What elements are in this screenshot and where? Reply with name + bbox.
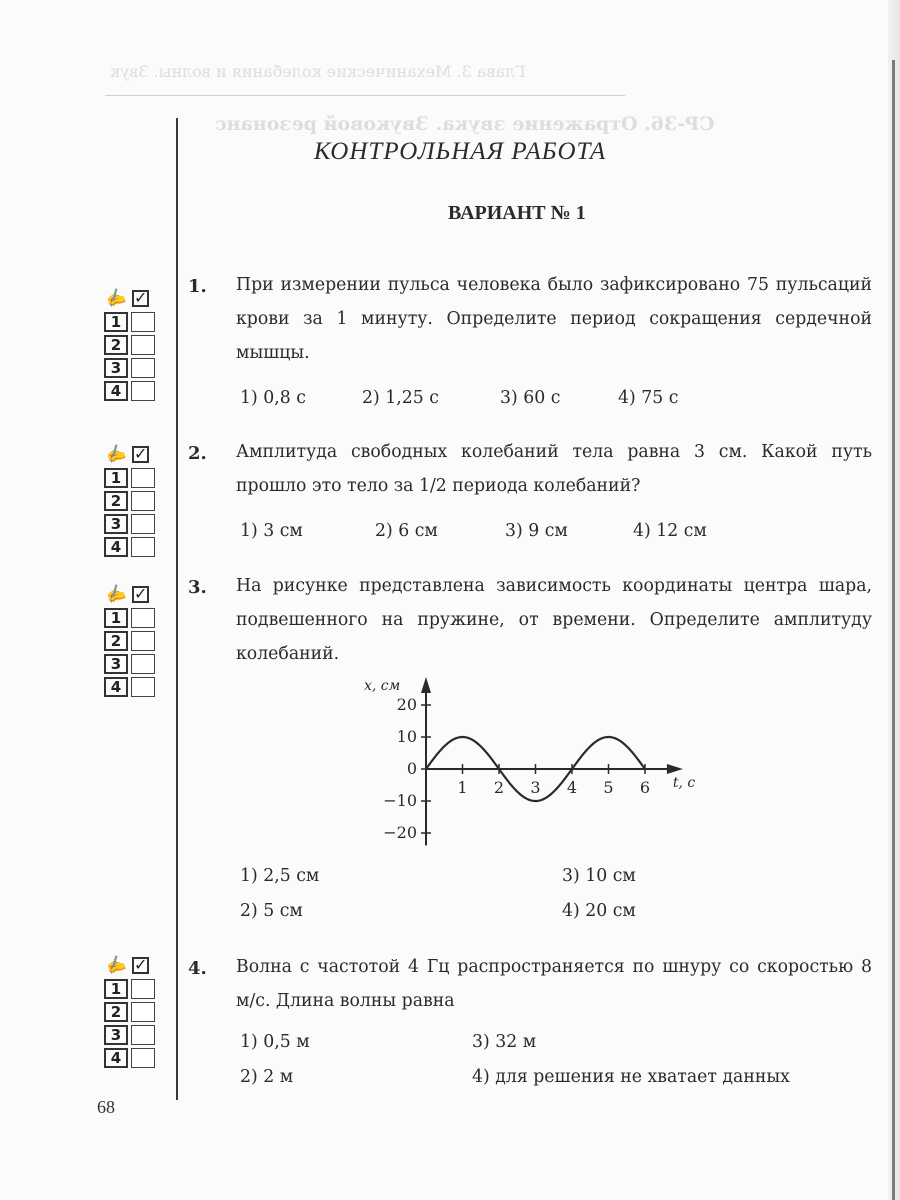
pencil-icon: ✍ [103,581,129,606]
question-number: 3. [188,577,207,598]
question-text: На рисунке представлена зависимость координаты центра шара, подвешенного на пружине, от времени. Определите амплитуду колебаний. [236,576,872,664]
answer-checkbox-2[interactable] [131,335,155,355]
page-edge [892,60,895,1200]
answer-checkbox-3[interactable] [131,358,155,378]
answer-option[interactable]: 1) 0,5 м [240,1032,310,1052]
variant-heading: ВАРИАНТ № 1 [448,202,586,224]
option-number: 1 [104,312,128,332]
answer-option[interactable]: 4) для решения не хватает данных [472,1067,790,1087]
answer-checkbox-1[interactable] [131,468,155,488]
answer-option[interactable]: 2) 6 см [375,521,438,541]
option-number: 2 [104,631,128,651]
answer-checkbox-4[interactable] [131,1048,155,1068]
y-tick-label: 20 [396,695,417,714]
option-number: 4 [104,677,128,697]
y-axis-arrow [421,677,431,693]
margin-divider [176,118,178,1100]
x-axis-label: t, с [672,775,696,791]
pencil-icon: ✍ [103,285,129,310]
answer-option[interactable]: 4) 20 см [562,901,636,921]
y-tick-label: −20 [383,823,417,842]
page-number: 68 [97,1097,115,1117]
answer-block-q1 [104,287,160,404]
answer-checkbox-4[interactable] [131,537,155,557]
answer-checkbox-1[interactable] [131,608,155,628]
answer-block-q4 [104,954,160,1071]
question-text: Амплитуда свободных колебаний тела равна 3 см. Какой путь прошло это тело за 1/2 периода колебаний? [236,442,872,496]
option-number: 3 [104,358,128,378]
y-tick-label: 10 [396,727,417,746]
y-axis-label: x, см [364,678,401,694]
answer-block-q2 [104,443,160,560]
bleed-through-section: СР-36. Отражение звука. Звуковой резонанс [215,113,715,135]
oscillation-chart [340,675,700,855]
answer-option[interactable]: 1) 2,5 см [240,866,320,886]
option-number: 2 [104,335,128,355]
question-text: Волна с частотой 4 Гц распространяется по шнуру со скоростью 8 м/с. Длина волны равна [236,957,872,1011]
x-tick-label: 6 [639,778,651,797]
option-number: 3 [104,514,128,534]
x-axis-arrow [667,764,683,774]
answer-option[interactable]: 2) 2 м [240,1067,294,1087]
option-number: 3 [104,654,128,674]
answer-option[interactable]: 3) 10 см [562,866,636,886]
page-title: КОНТРОЛЬНАЯ РАБОТА [313,138,607,165]
answer-option[interactable]: 4) 12 см [633,521,707,541]
x-tick-label: 5 [603,778,614,797]
option-number: 1 [104,979,128,999]
answer-option[interactable]: 1) 0,8 с [240,388,306,408]
answer-checkbox-1[interactable] [131,312,155,332]
y-tick-label: 0 [406,759,417,778]
chart-axes [421,677,683,845]
answer-checkbox-4[interactable] [131,677,155,697]
option-number: 4 [104,1048,128,1068]
check-icon: ✓ [134,954,148,974]
pencil-icon: ✍ [103,952,129,977]
answer-option[interactable]: 1) 3 см [240,521,303,541]
x-tick-label: 4 [566,778,578,797]
x-tick-label: 2 [493,778,505,797]
answer-checkbox-3[interactable] [131,1025,155,1045]
answer-block-q3 [104,583,160,700]
answer-checkbox-2[interactable] [131,491,155,511]
check-icon: ✓ [134,287,148,307]
answer-checkbox-2[interactable] [131,1002,155,1022]
option-number: 4 [104,381,128,401]
option-number: 2 [104,491,128,511]
option-number: 4 [104,537,128,557]
answer-checkbox-3[interactable] [131,514,155,534]
option-number: 1 [104,468,128,488]
x-tick-label: 1 [457,778,468,797]
pencil-icon: ✍ [103,441,129,466]
question-text: При измерении пульса человека было зафиксировано 75 пульсаций крови за 1 минуту. Определите период сокращения сердечной мышцы. [236,275,872,363]
x-tick-label: 3 [530,778,541,797]
answer-option[interactable]: 3) 32 м [472,1032,537,1052]
answer-option[interactable]: 3) 9 см [505,521,568,541]
option-number: 3 [104,1025,128,1045]
answer-checkbox-1[interactable] [131,979,155,999]
check-icon: ✓ [134,443,148,463]
check-icon: ✓ [134,583,148,603]
y-tick-label: −10 [383,791,417,810]
question-number: 2. [188,443,207,464]
question-number: 4. [188,958,207,979]
bleed-through-rule [105,95,625,96]
answer-option[interactable]: 2) 1,25 с [362,388,439,408]
answer-option[interactable]: 4) 75 с [618,388,679,408]
answer-option[interactable]: 3) 60 с [500,388,561,408]
answer-checkbox-3[interactable] [131,654,155,674]
bleed-through-header: Глава 3. Механические колебания и волны. Звук [110,62,526,81]
answer-checkbox-2[interactable] [131,631,155,651]
question-number: 1. [188,276,207,297]
option-number: 1 [104,608,128,628]
answer-checkbox-4[interactable] [131,381,155,401]
answer-option[interactable]: 2) 5 см [240,901,303,921]
option-number: 2 [104,1002,128,1022]
